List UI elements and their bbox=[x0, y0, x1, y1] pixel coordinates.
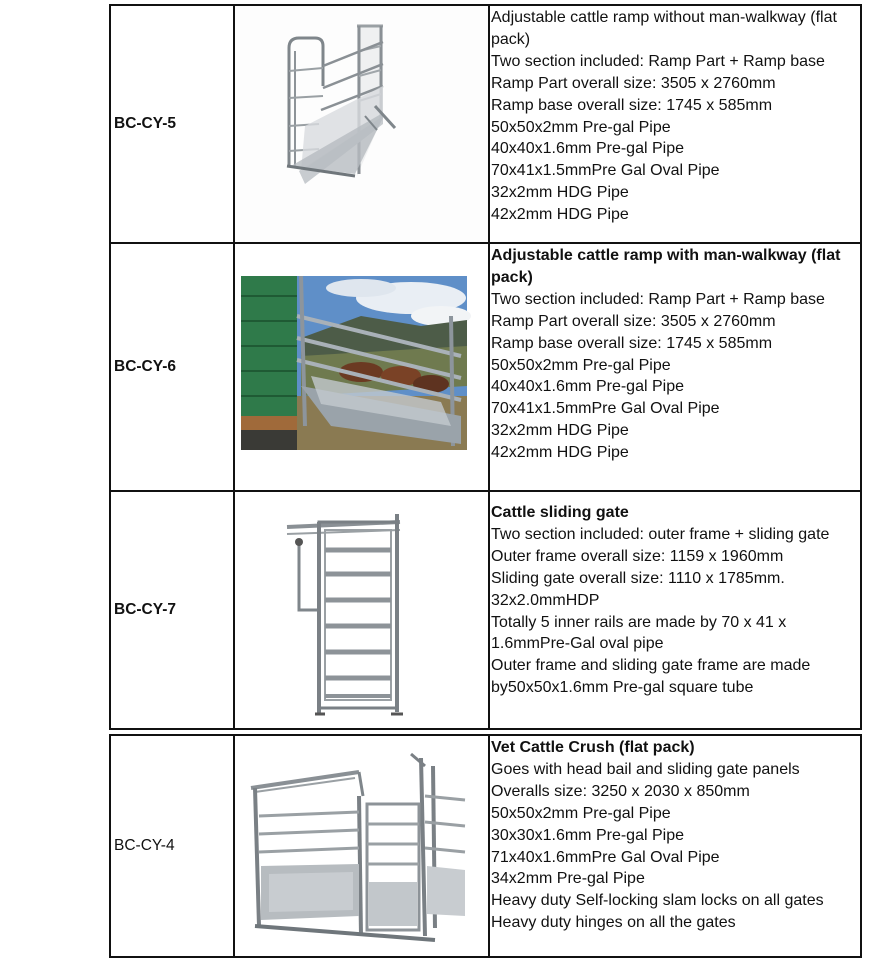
spec-line: 42x2mm HDG Pipe bbox=[491, 206, 629, 224]
spec-line: 30x30x1.6mm Pre-gal Pipe bbox=[491, 826, 684, 844]
spec-line: Heavy duty Self-locking slam locks on all gates bbox=[491, 892, 824, 910]
spec-line: 34x2mm Pre-gal Pipe bbox=[491, 870, 645, 888]
spec-line: 70x41x1.5mmPre Gal Oval Pipe bbox=[491, 162, 720, 180]
spec-line: Ramp base overall size: 1745 x 585mm bbox=[491, 96, 773, 114]
product-image bbox=[233, 242, 488, 492]
spec-line: 42x2mm HDG Pipe bbox=[491, 444, 629, 462]
cattle-ramp-without-walkway-photo bbox=[235, 6, 488, 242]
spec-line: Ramp Part overall size: 3505 x 2760mm bbox=[491, 74, 776, 92]
product-description bbox=[488, 242, 862, 492]
cattle-sliding-gate-photo bbox=[235, 492, 488, 728]
cattle-ramp-with-walkway-photo bbox=[235, 244, 488, 490]
product-image bbox=[233, 490, 488, 730]
product-title: Cattle sliding gate bbox=[491, 504, 629, 521]
spec-line: Two section included: Ramp Part + Ramp base bbox=[491, 52, 825, 70]
spec-line: 32x2mm HDG Pipe bbox=[491, 422, 629, 440]
spec-line: 40x40x1.6mm Pre-gal Pipe bbox=[491, 378, 684, 396]
vet-cattle-crush-photo bbox=[235, 736, 488, 956]
spec-line: Overalls size: 3250 x 2030 x 850mm bbox=[491, 782, 750, 800]
spec-line: 71x40x1.6mmPre Gal Oval Pipe bbox=[491, 848, 720, 866]
table-row bbox=[109, 734, 862, 958]
spec-line: 32x2mm HDG Pipe bbox=[491, 184, 629, 202]
product-title: Adjustable cattle ramp without man-walkway (flat pack) bbox=[491, 9, 837, 48]
product-code: BC-CY-7 bbox=[109, 490, 233, 730]
spec-line: Ramp Part overall size: 3505 x 2760mm bbox=[491, 312, 776, 330]
spec-line: 50x50x2mm Pre-gal Pipe bbox=[491, 804, 671, 822]
spec-line: Two section included: outer frame + sliding gate bbox=[491, 525, 830, 543]
product-code: BC-CY-4 bbox=[109, 734, 233, 958]
spec-line: Goes with head bail and sliding gate panels bbox=[491, 760, 800, 778]
product-description bbox=[488, 4, 862, 244]
spec-line: Two section included: Ramp Part + Ramp base bbox=[491, 290, 825, 308]
product-title: Vet Cattle Crush (flat pack) bbox=[491, 739, 695, 756]
spec-line: Ramp base overall size: 1745 x 585mm bbox=[491, 334, 773, 352]
product-title: Adjustable cattle ramp with man-walkway (flat pack) bbox=[491, 247, 841, 286]
spec-line: 40x40x1.6mm Pre-gal Pipe bbox=[491, 140, 684, 158]
table-row bbox=[109, 4, 862, 244]
product-code: BC-CY-5 bbox=[109, 4, 233, 244]
product-description bbox=[488, 734, 862, 958]
table-row bbox=[109, 490, 862, 730]
spec-line: 50x50x2mm Pre-gal Pipe bbox=[491, 356, 671, 374]
product-description bbox=[488, 490, 862, 730]
spec-line: Outer frame and sliding gate frame are made by50x50x1.6mm Pre-gal square tube bbox=[491, 657, 811, 697]
spec-line: Sliding gate overall size: 1110 x 1785mm. 32x2.0mmHDP bbox=[491, 569, 785, 609]
product-image bbox=[233, 4, 488, 244]
spec-line: Outer frame overall size: 1159 x 1960mm bbox=[491, 547, 784, 565]
spec-line: 70x41x1.5mmPre Gal Oval Pipe bbox=[491, 400, 720, 418]
spec-line: Totally 5 inner rails are made by 70 x 41 x 1.6mmPre-Gal oval pipe bbox=[491, 613, 787, 653]
product-image bbox=[233, 734, 488, 958]
product-code: BC-CY-6 bbox=[109, 242, 233, 492]
table-row bbox=[109, 242, 862, 492]
spec-line: 50x50x2mm Pre-gal Pipe bbox=[491, 118, 671, 136]
spec-line: Heavy duty hinges on all the gates bbox=[491, 914, 736, 932]
